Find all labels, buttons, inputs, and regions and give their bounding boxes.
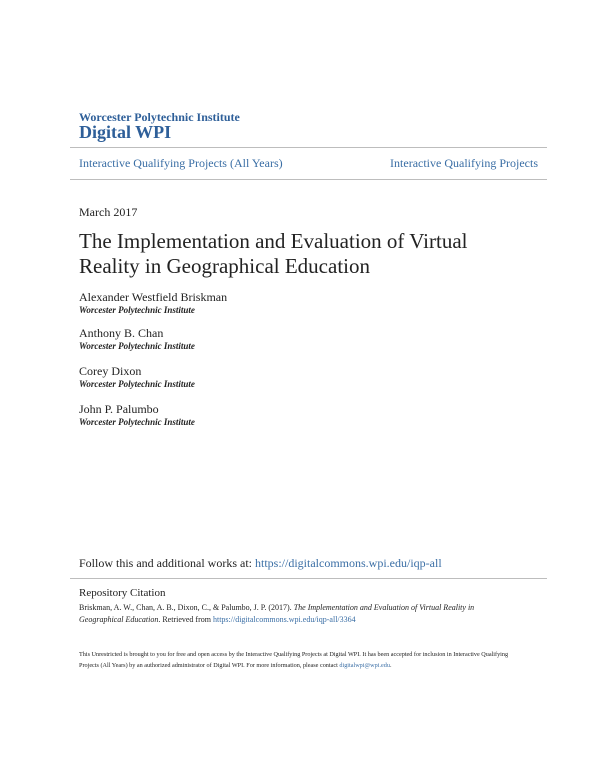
- notice-text: This Unrestricted is brought to you for free and open access by the Interactive Qualifying Projects at Digital WPI. It has been accepted for inclusion in Interactive Qualifying Projects (All Years) by an authorized administrator of Digital WPI. For more information, please contact: [79, 651, 509, 669]
- author-affiliation: Worcester Polytechnic Institute: [79, 305, 195, 315]
- citation-body: [79, 602, 519, 626]
- citation-heading: Repository Citation: [79, 587, 166, 599]
- author-affiliation: Worcester Polytechnic Institute: [79, 417, 195, 427]
- follow-link[interactable]: https://digitalcommons.wpi.edu/iqp-all: [255, 556, 442, 570]
- repository-name[interactable]: Digital WPI: [79, 122, 172, 142]
- publication-date: March 2017: [79, 205, 138, 219]
- paper-title: The Implementation and Evaluation of Virtual Reality in Geographical Education: [79, 229, 468, 278]
- author-name: Alexander Westfield Briskman: [79, 290, 228, 304]
- citation-link[interactable]: https://digitalcommons.wpi.edu/iqp-all/3364: [212, 615, 356, 624]
- follow-text: Follow this and additional works at:: [79, 556, 252, 570]
- collection-link-iqp[interactable]: Interactive Qualifying Projects: [390, 156, 538, 170]
- author-name: Anthony B. Chan: [79, 326, 164, 340]
- follow-divider: [70, 578, 547, 579]
- top-divider: [70, 147, 547, 148]
- citation-title: The Implementation and Evaluation of Virtual Reality in Geographical Education: [79, 603, 475, 624]
- author-affiliation: Worcester Polytechnic Institute: [79, 379, 195, 389]
- citation-authors-year: Briskman, A. W., Chan, A. B., Dixon, C., & Palumbo, J. P. (2017).: [79, 603, 292, 612]
- notice-end: .: [389, 662, 392, 669]
- access-notice: [79, 649, 524, 671]
- institution-name: Worcester Polytechnic Institute: [79, 110, 240, 124]
- follow-line: [79, 556, 442, 571]
- author-name: Corey Dixon: [79, 364, 142, 378]
- author-name: John P. Palumbo: [79, 402, 159, 416]
- collections-divider: [70, 179, 547, 180]
- author-affiliation: Worcester Polytechnic Institute: [79, 341, 195, 351]
- contact-email-link[interactable]: digitalwpi@wpi.edu: [339, 662, 390, 669]
- citation-retrieved: . Retrieved from: [158, 615, 211, 624]
- collection-link-all-years[interactable]: Interactive Qualifying Projects (All Years): [79, 156, 283, 170]
